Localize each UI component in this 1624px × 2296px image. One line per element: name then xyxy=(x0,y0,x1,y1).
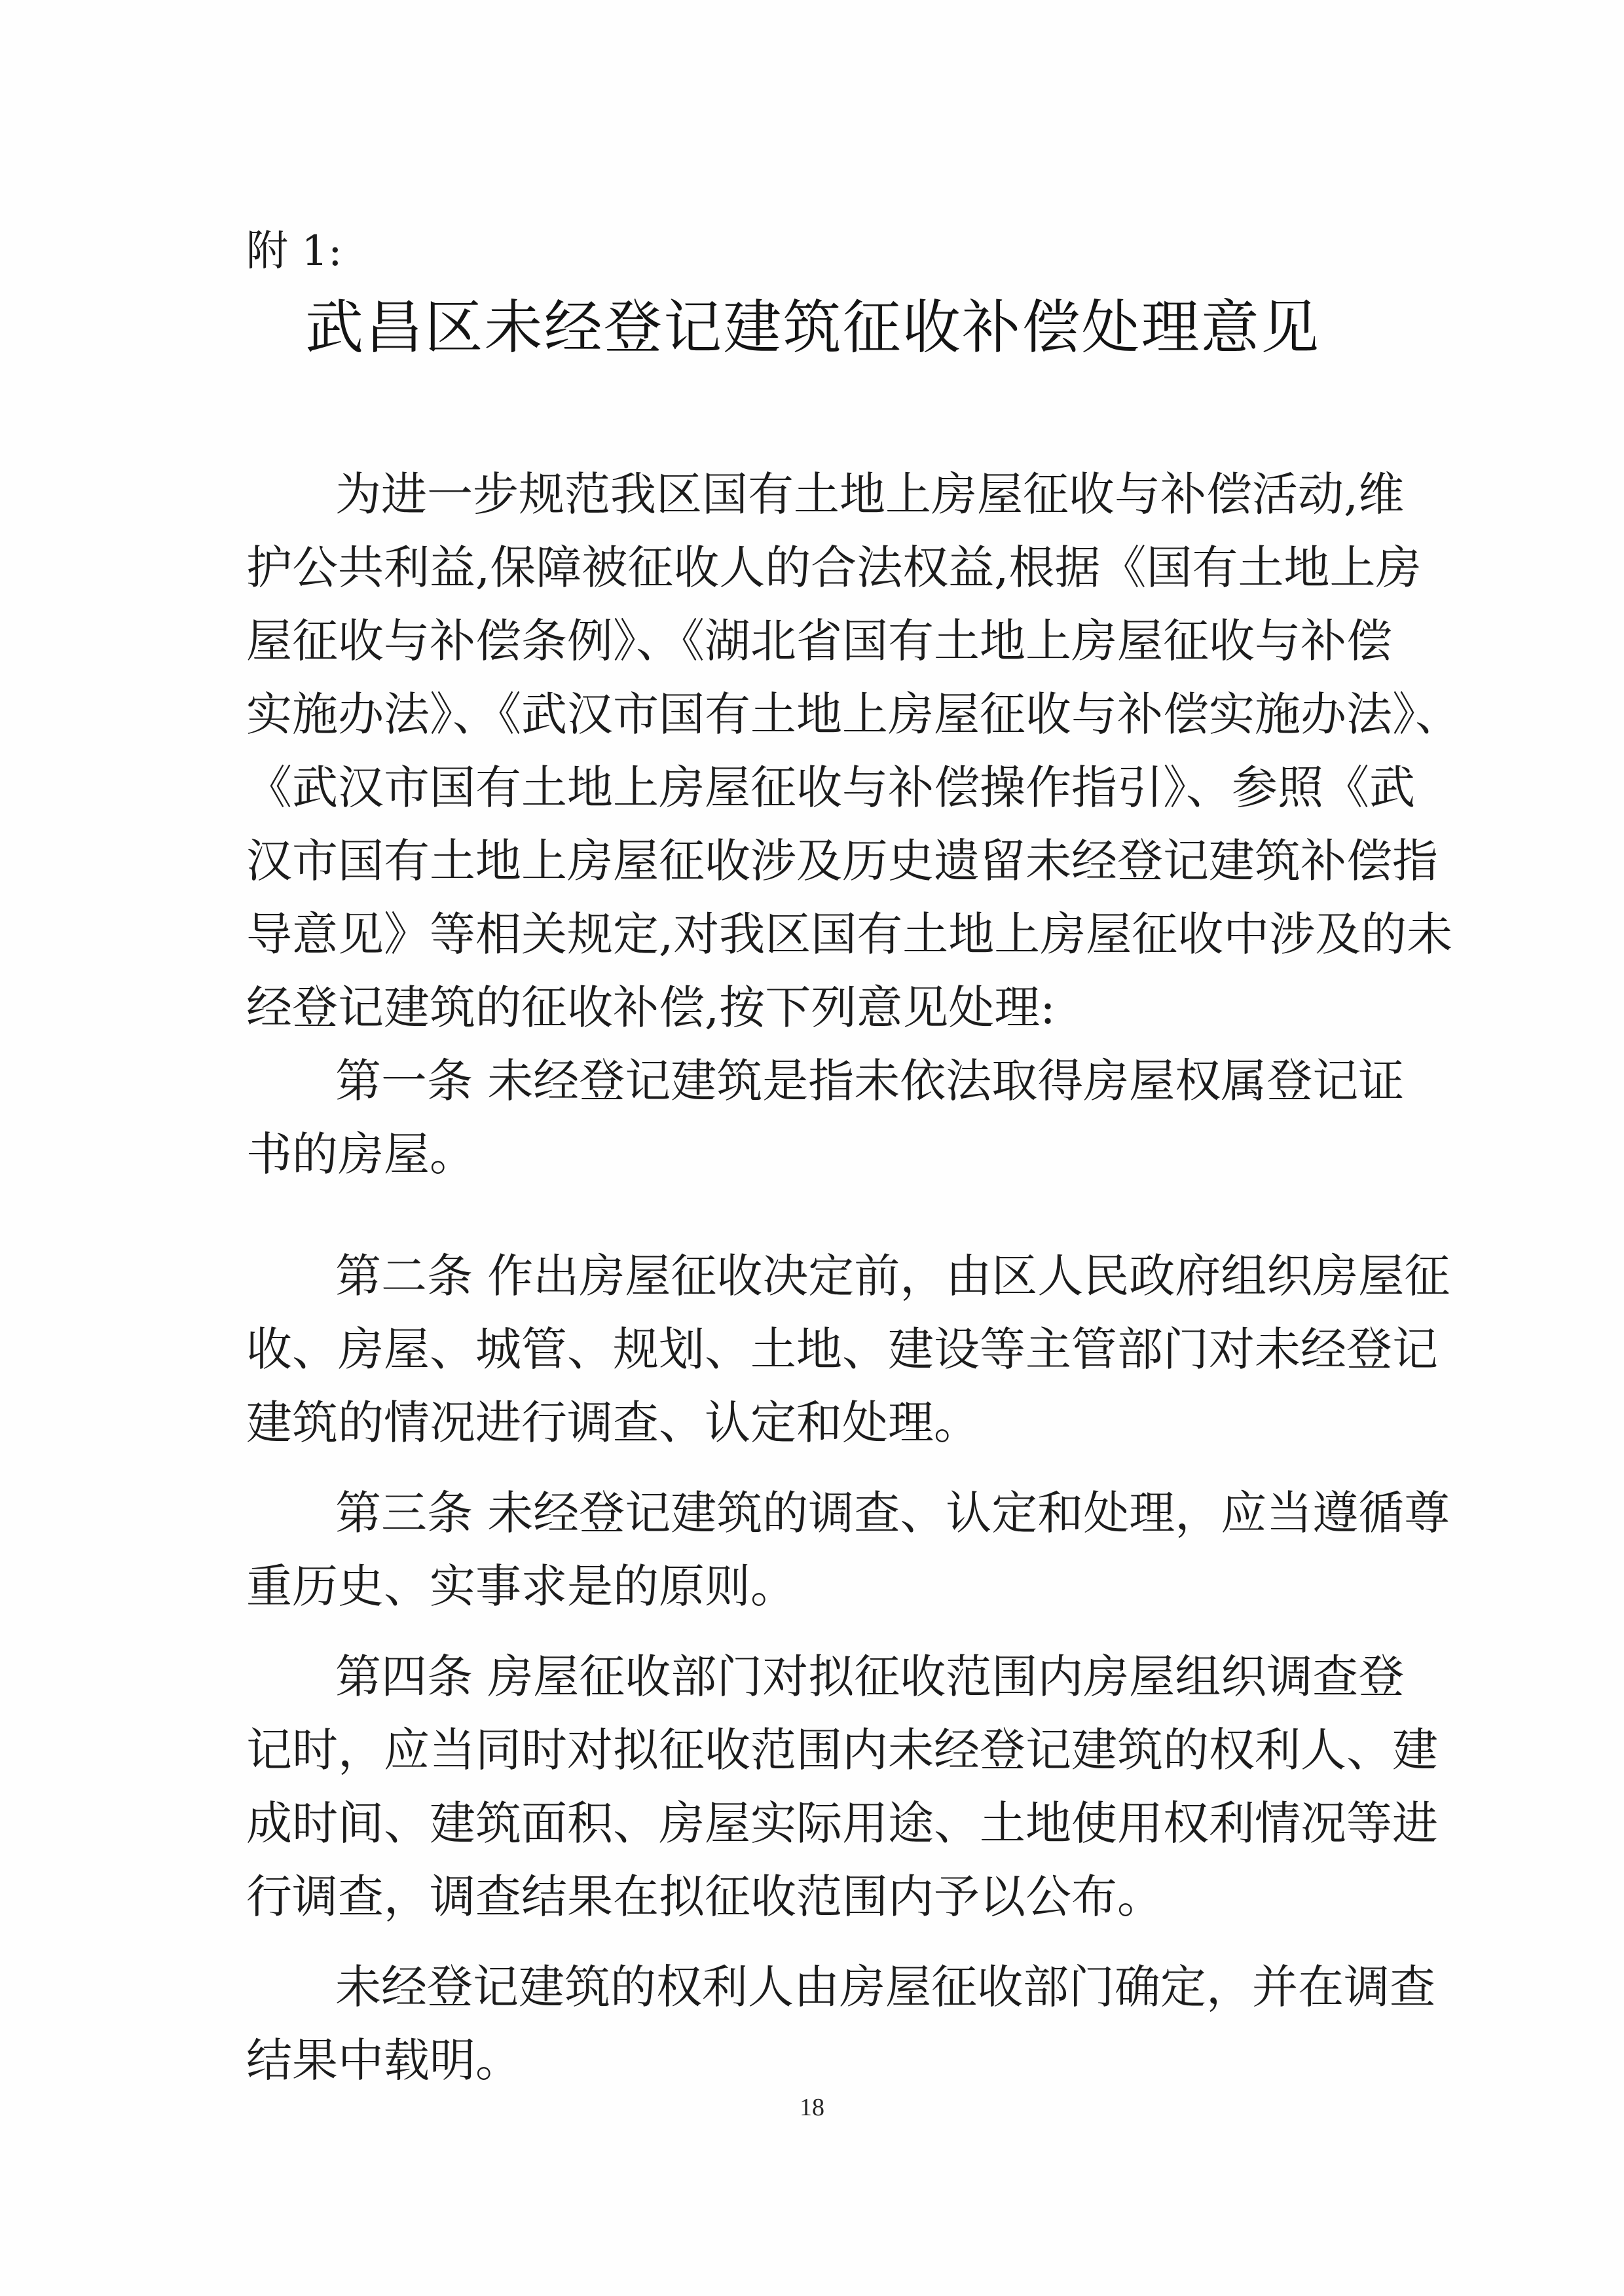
article-line: 行调查，调查结果在拟征收范围内予以公布。 xyxy=(246,1870,1163,1923)
page-number: 18 xyxy=(800,2094,824,2121)
article-line: 书的房屋。 xyxy=(246,1127,475,1181)
article-line: 第一条 未经登记建筑是指未依法取得房屋权属登记证 xyxy=(335,1054,1405,1108)
preamble-line: 《武汉市国有土地上房屋征收与补偿操作指引》、参照《武 xyxy=(246,761,1415,814)
preamble-line: 屋征收与补偿条例》、《湖北省国有土地上房屋征收与补偿 xyxy=(246,614,1392,668)
preamble-line: 为进一步规范我区国有土地上房屋征收与补偿活动,维 xyxy=(335,467,1405,521)
article-line: 记时，应当同时对拟征收范围内未经登记建筑的权利人、建 xyxy=(246,1723,1438,1777)
preamble-line: 汉市国有土地上房屋征收涉及历史遗留未经登记建筑补偿指 xyxy=(246,834,1438,888)
article-line: 第二条 作出房屋征收决定前，由区人民政府组织房屋征 xyxy=(335,1249,1450,1303)
preamble-line: 经登记建筑的征收补偿,按下列意见处理: xyxy=(246,981,1056,1034)
attachment-label: 附 1: xyxy=(246,227,342,276)
preamble-line: 导意见》等相关规定,对我区国有土地上房屋征收中涉及的未 xyxy=(246,907,1453,961)
article-line: 收、房屋、城管、规划、土地、建设等主管部门对未经登记 xyxy=(246,1322,1438,1376)
article-line: 第三条 未经登记建筑的调查、认定和处理，应当遵循尊 xyxy=(335,1486,1450,1540)
article-line: 第四条 房屋征收部门对拟征收范围内房屋组织调查登 xyxy=(335,1650,1405,1704)
article-line: 建筑的情况进行调查、认定和处理。 xyxy=(246,1396,980,1449)
article-line: 重历史、实事求是的原则。 xyxy=(246,1559,796,1613)
paragraph-line: 结果中载明。 xyxy=(246,2033,521,2087)
document-title: 武昌区未经登记建筑征收补偿处理意见 xyxy=(305,293,1319,361)
preamble-line: 实施办法》、《武汉市国有土地上房屋征收与补偿实施办法》、 xyxy=(246,687,1461,741)
preamble-line: 护公共利益,保障被征收人的合法权益,根据《国有土地上房 xyxy=(246,541,1422,594)
paragraph-line: 未经登记建筑的权利人由房屋征收部门确定，并在调查 xyxy=(335,1960,1435,2014)
article-line: 成时间、建筑面积、房屋实际用途、土地使用权利情况等进 xyxy=(246,1796,1438,1850)
